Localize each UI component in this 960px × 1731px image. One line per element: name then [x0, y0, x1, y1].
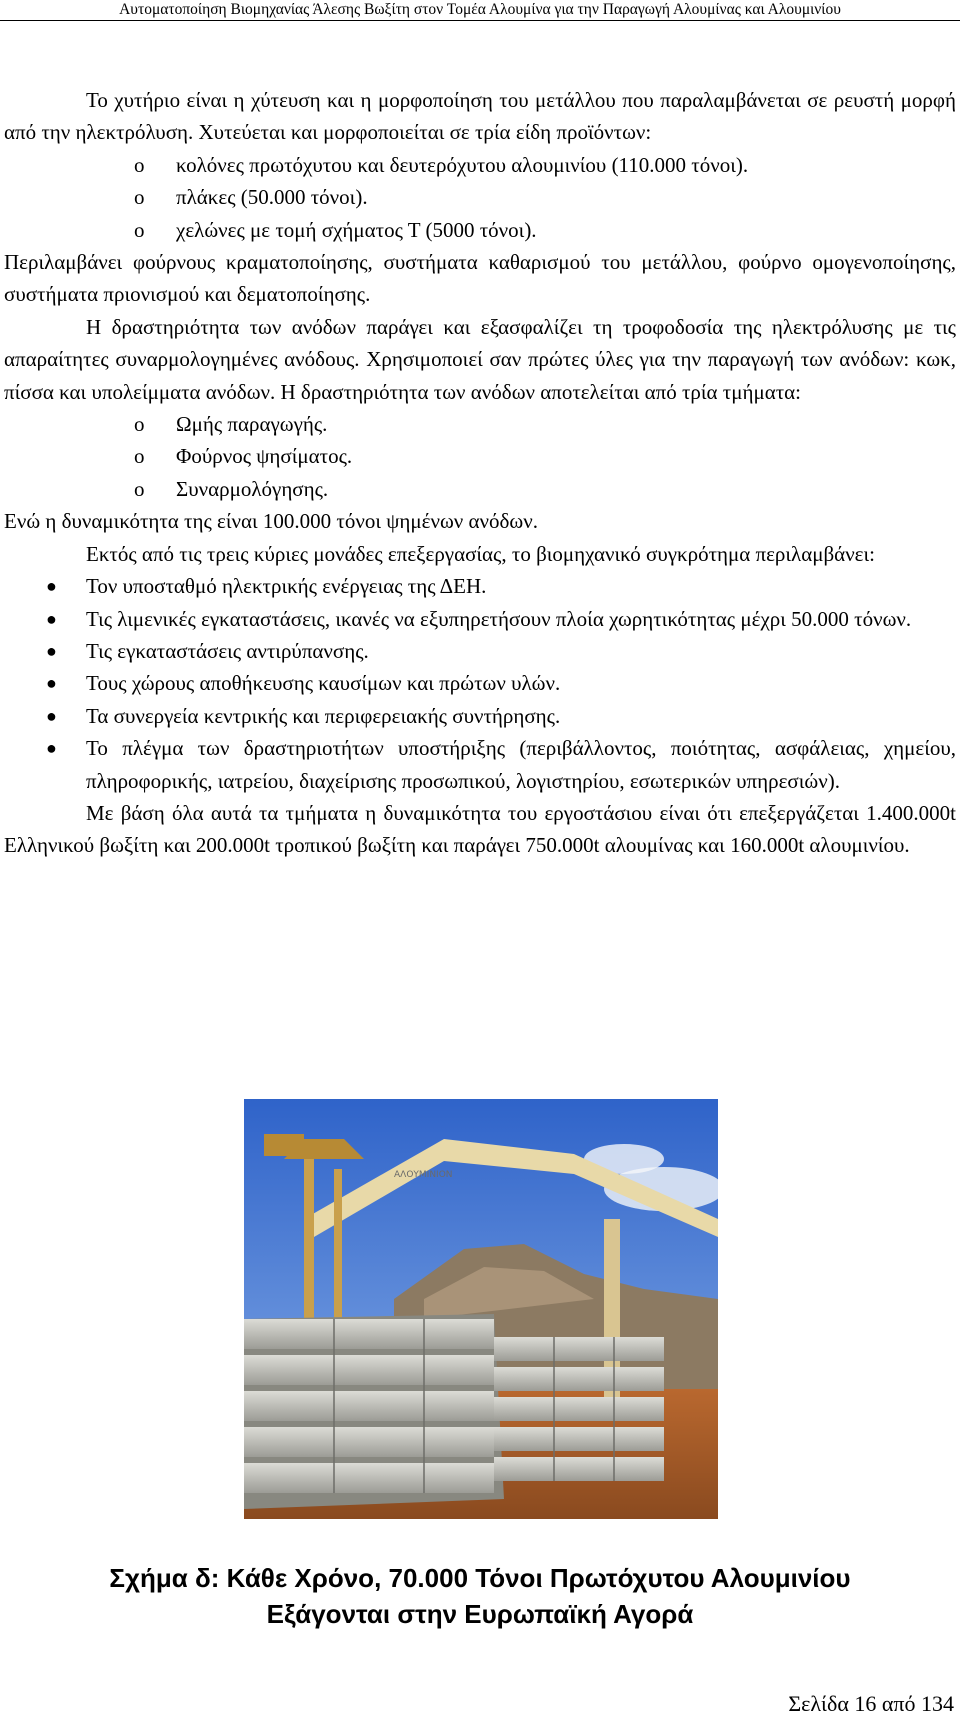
caption-line-2: Εξάγονται στην Ευρωπαϊκή Αγορά	[266, 1599, 694, 1629]
facilities-list	[4, 570, 956, 797]
paragraph-anode-capacity: Ενώ η δυναμικότητα της είναι 100.000 τόνοι ψημένων ανόδων.	[4, 509, 538, 534]
list-item: o Συναρμολόγησης.	[134, 476, 329, 501]
figure-caption	[0, 1560, 960, 1632]
list-item: o χελώνες με τομή σχήματος Τ (5000 τόνοι).	[134, 217, 537, 242]
paragraph-capacity: Με βάση όλα αυτά τα τμήματα η δυναμικότητα του εργοστάσιου είναι ότι επεξεργάζεται 1.400.000t Ελληνικού βωξίτη και 200.000t τροπικού βωξίτη και παράγει 750.000t αλουμίνας και 160.000t αλουμινίου.	[4, 800, 956, 858]
anode-sections-list	[4, 408, 956, 505]
paragraph-foundry-equipment: Περιλαμβάνει φούρνους κραματοποίησης, συστήματα καθαρισμού του μετάλλου, φούρνο ομογενοποίησης, συστήματα πριονισμού και δεματοποίησης.	[4, 250, 956, 307]
paragraph-foundry: Το χυτήριο είναι η χύτευση και η μορφοποίηση του μετάλλου που παραλαμβάνεται σε ρευστή μορφή από την ηλεκτρόλυση. Χυτεύεται και μορφοποιείται σε τρία είδη προϊόντων:	[4, 88, 956, 145]
aluminium-ingots-photo	[244, 1099, 718, 1519]
list-item: o Ωμής παραγωγής.	[134, 412, 328, 437]
caption-line-1: Σχήμα δ: Κάθε Χρόνο, 70.000 Τόνοι Πρωτόχυτου Αλουμινίου	[109, 1563, 851, 1593]
products-list	[4, 149, 956, 246]
paragraph-anodes: Η δραστηριότητα των ανόδων παράγει και εξασφαλίζει τη τροφοδοσία της ηλεκτρόλυσης με τις απαραίτητες συναρμολογημένες ανόδους. Χρησιμοποιεί σαν πρώτες ύλες για την παραγωγή των ανόδων: κωκ, πίσσα και υπολείμματα ανόδων. Η δραστηριότητα των ανόδων αποτελείται από τρία τμήματα:	[4, 314, 956, 404]
list-item: ● Τις λιμενικές εγκαταστάσεις, ικανές να εξυπηρετήσουν πλοία χωρητικότητας μέχρι 50.000 τόνων.	[46, 606, 912, 631]
paragraph-complex: Εκτός από τις τρεις κύριες μονάδες επεξεργασίας, το βιομηχανικό συγκρότημα περιλαμβάνει:	[86, 541, 875, 566]
list-item: ● Τον υποσταθμό ηλεκτρικής ενέργειας της ΔΕΗ.	[46, 574, 487, 599]
crane-text: ΑΛΟΥΜΙΝΙΟΝ	[394, 1170, 453, 1180]
page-number: Σελίδα 16 από 134	[788, 1691, 954, 1716]
list-item: o κολόνες πρωτόχυτου και δευτερόχυτου αλουμινίου (110.000 τόνοι).	[134, 152, 749, 177]
ingot-stack	[244, 1314, 664, 1509]
list-item: ● Τους χώρους αποθήκευσης καυσίμων και πρώτων υλών.	[46, 671, 561, 696]
list-item: ● Τις εγκαταστάσεις αντιρύπανσης.	[46, 638, 369, 663]
list-item: ● Το πλέγμα των δραστηριοτήτων υποστήριξης (περιβάλλοντος, ποιότητας, ασφάλειας, χημείου, πληροφορικής, ιατρείου, διαχείρισης προσωπικού, λογιστηρίου, εσωτερικών υπηρεσιών).	[46, 736, 956, 793]
list-item: ● Τα συνεργεία κεντρικής και περιφερειακής συντήρησης.	[46, 703, 561, 728]
page-header	[0, 0, 960, 21]
list-item: o πλάκες (50.000 τόνοι).	[134, 185, 368, 210]
list-item: o Φούρνος ψησίματος.	[134, 444, 353, 469]
header-title: Αυτοματοποίηση Βιομηχανίας Άλεσης Βωξίτη στον Τομέα Αλουμίνα για την Παραγωγή Αλουμίνας και Αλουμινίου	[119, 1, 841, 18]
document-body	[4, 84, 956, 862]
